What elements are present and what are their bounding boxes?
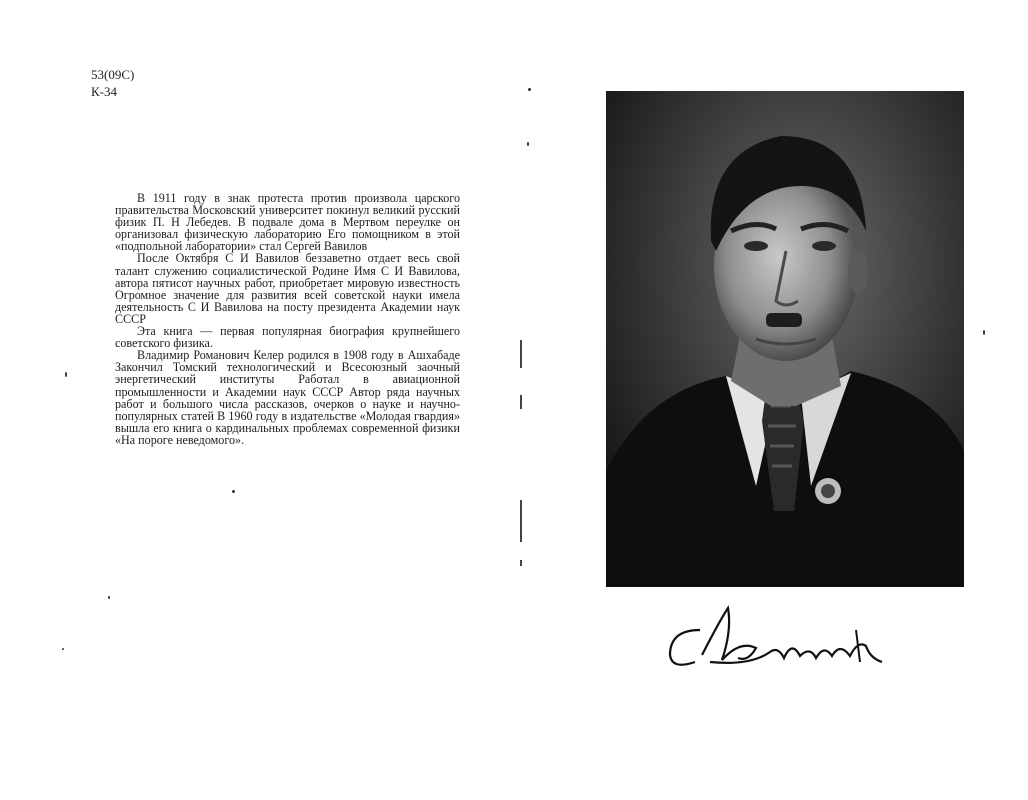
author-mark: К-34 (91, 84, 117, 99)
catalog-codes (91, 66, 134, 100)
scan-speck (983, 330, 985, 335)
signature-image (660, 600, 900, 680)
annotation-text (115, 192, 460, 446)
annotation-paragraph: В 1911 году в знак протеста против произвола царского правительства Московский университет покинул великий русский физик П. Н Лебедев. В подвале дома в Мертвом переулке он организовал физическую лабораторию Его помощником в этой «подпольной лаборатории» стал Сергей Вавилов (115, 191, 460, 254)
author-signature (660, 600, 900, 680)
gutter-mark (520, 340, 522, 368)
portrait-photo (606, 91, 964, 587)
gutter-mark (520, 500, 522, 542)
gutter-mark (520, 395, 522, 409)
scan-speck (232, 490, 235, 493)
scan-speck (65, 372, 67, 377)
annotation-paragraph: Владимир Романович Келер родился в 1908 году в Ашхабаде Закончил Томский технологический и Всесоюзный заочный энергетический институты Работал в авиационной промышленности и Академии наук СССР Автор ряда научных работ и большого числа рассказов, очерков о науке и научно-популярных статей В 1960 году в издательстве «Молодая гвардия» вышла его книга о кардинальных проблемах современной физики «На пороге неведомого». (115, 348, 460, 447)
annotation-paragraph: После Октября С И Вавилов беззаветно отдает весь свой талант служению социалистической Родине Имя С И Вавилова, автора пятисот научных работ, приобретает мировую известность Огромное значение для развития всей советской науки имела деятельность С И Вавилова на посту президента Академии наук СССР (115, 251, 460, 326)
scan-speck (528, 88, 531, 91)
scan-speck (108, 596, 110, 599)
annotation-paragraph: Эта книга — первая популярная биография крупнейшего советского физика. (115, 324, 460, 351)
scan-speck (527, 142, 529, 146)
catalog-code: 53(09С) (91, 67, 135, 82)
scan-speck (62, 648, 64, 650)
gutter-mark (520, 560, 522, 566)
portrait-image (606, 91, 964, 587)
